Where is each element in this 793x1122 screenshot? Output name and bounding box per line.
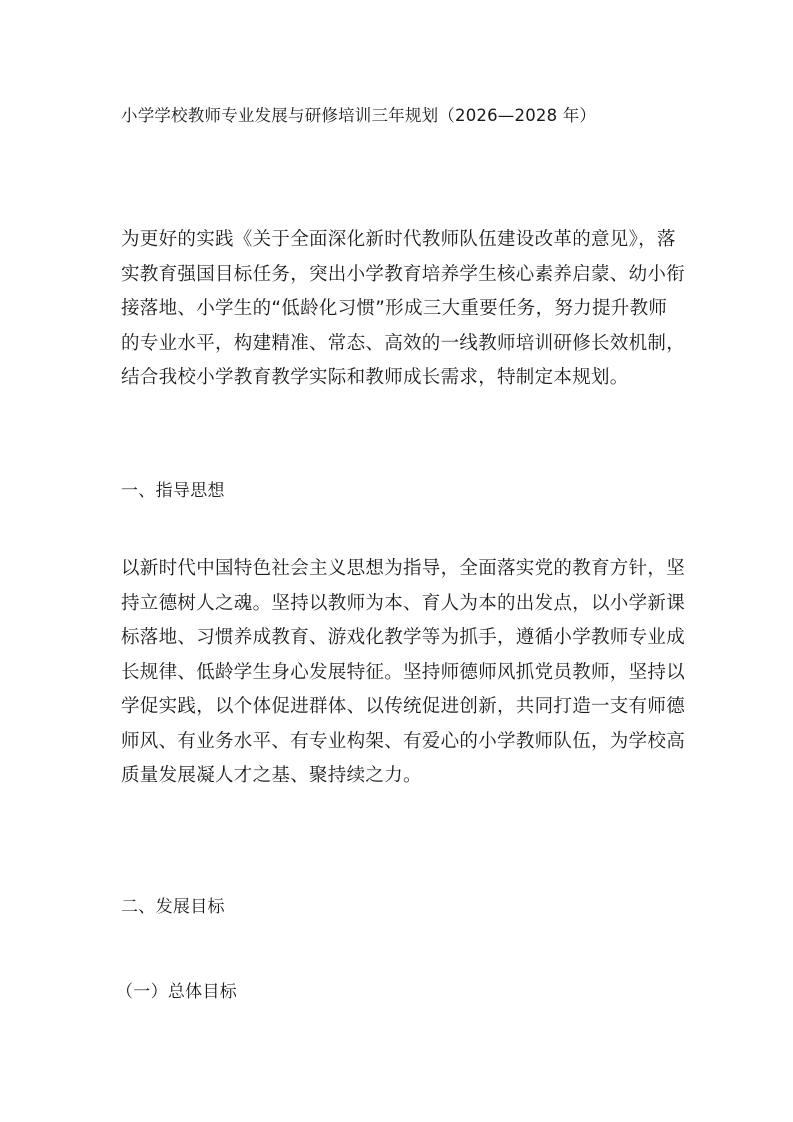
- paragraph-line: 长规律、低龄学生身心发展特征。坚持师德师风抓党员教师，坚持以: [121, 661, 686, 683]
- paragraph-line: 实教育强国目标任务，突出小学教育培养学生核心素养启蒙、幼小衔: [121, 263, 686, 285]
- paragraph-line: 质量发展凝人才之基、聚持续之力。: [121, 765, 422, 786]
- guiding-ideology-paragraph: [121, 552, 686, 794]
- paragraph-line: 标落地、习惯养成教育、游戏化教学等为抓手，遵循小学教师专业成: [121, 627, 686, 648]
- page-title: 小学学校教师专业发展与研修培训三年规划（2026—2028 年）: [121, 106, 597, 125]
- section-heading-guiding-ideology: 一、指导思想: [121, 481, 225, 501]
- subsection-heading-overall-goal: （一）总体目标: [116, 982, 238, 1002]
- paragraph-line: 为更好的实践《关于全面深化新时代教师队伍建设改革的意见》，落: [121, 229, 676, 250]
- paragraph-line: 的专业水平，构建精准、常态、高效的一线教师培训研修长效机制，: [121, 332, 686, 354]
- paragraph-line: 学促实践，以个体促进群体、以传统促进创新，共同打造一支有师德: [121, 696, 686, 717]
- intro-paragraph: [121, 223, 686, 396]
- paragraph-line: 持立德树人之魂。坚持以教师为本、育人为本的出发点，以小学新课: [121, 592, 686, 614]
- paragraph-line: 师风、有业务水平、有专业构架、有爱心的小学教师队伍，为学校高: [121, 730, 686, 752]
- paragraph-line: 以新时代中国特色社会主义思想为指导，全面落实党的教育方针，坚: [121, 558, 686, 579]
- section-heading-development-goals: 二、发展目标: [121, 897, 225, 917]
- paragraph-line: 结合我校小学教育教学实际和教师成长需求，特制定本规划。: [121, 367, 629, 388]
- paragraph-line: 接落地、小学生的“低龄化习惯”形成三大重要任务，努力提升教师: [121, 298, 668, 319]
